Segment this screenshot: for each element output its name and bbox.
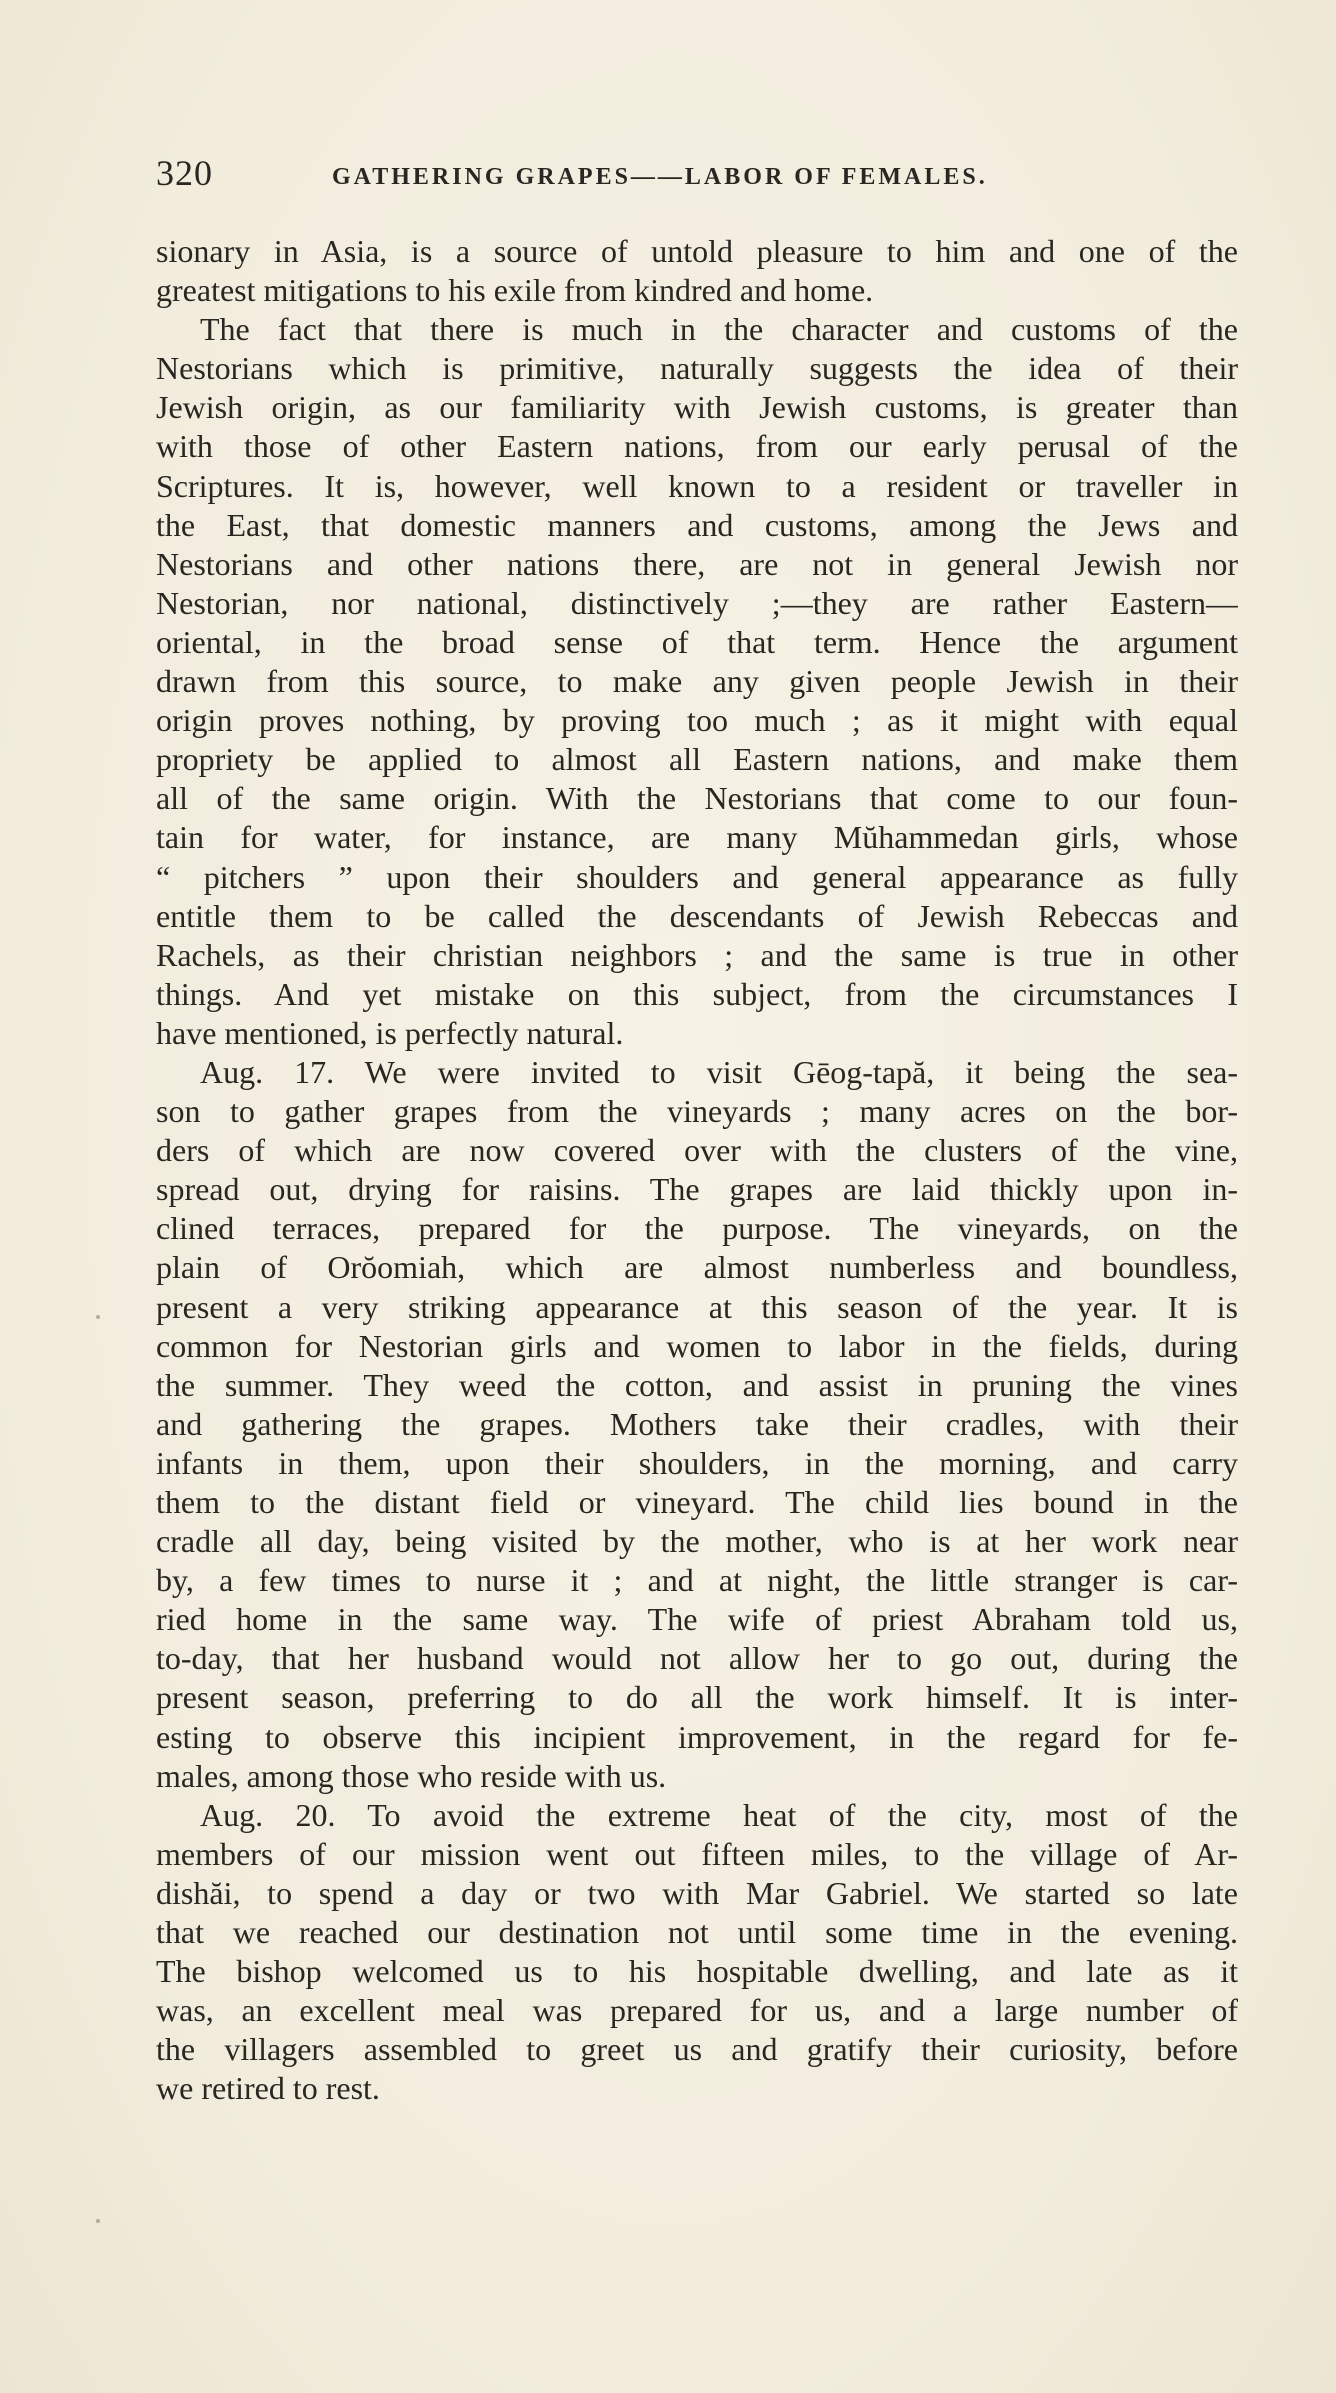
- text-line: oriental, in the broad sense of that term. Hence the argument: [156, 623, 1238, 660]
- text-line: by, a few times to nurse it ; and at night, the little stranger is car-: [156, 1562, 1238, 1599]
- text-line: things. And yet mistake on this subject, from the circumstances I: [156, 975, 1238, 1012]
- page-header: [156, 152, 1226, 202]
- text-line: the villagers assembled to greet us and gratify their curiosity, before: [156, 2031, 1238, 2068]
- text-line: and gathering the grapes. Mothers take their cradles, with their: [156, 1405, 1238, 1442]
- text-line: plain of Orŏomiah, which are almost numberless and boundless,: [156, 1249, 1238, 1286]
- paper-speck: [96, 1315, 100, 1319]
- text-line: we retired to rest.: [156, 2070, 380, 2107]
- text-line: “ pitchers ” upon their shoulders and general appearance as fully: [156, 858, 1238, 895]
- paragraph-start-line: Aug. 17. We were invited to visit Gēog-tapă, it being the sea-: [200, 1053, 1238, 1090]
- text-line: them to the distant field or vineyard. The child lies bound in the: [156, 1484, 1238, 1520]
- text-line: spread out, drying for raisins. The grapes are laid thickly upon in-: [156, 1171, 1238, 1208]
- text-line: with those of other Eastern nations, from our early perusal of the: [156, 428, 1238, 465]
- text-line: greatest mitigations to his exile from kindred and home.: [156, 272, 874, 309]
- text-line: present season, preferring to do all the work himself. It is inter-: [156, 1679, 1238, 1716]
- text-line: sionary in Asia, is a source of untold pleasure to him and one of the: [156, 233, 1238, 269]
- text-line: Jewish origin, as our familiarity with Jewish customs, is greater than: [156, 389, 1238, 426]
- text-line: clined terraces, prepared for the purpose. The vineyards, on the: [156, 1210, 1238, 1247]
- text-line: was, an excellent meal was prepared for us, and a large number of: [156, 1992, 1238, 2029]
- running-head: GATHERING GRAPES——LABOR OF FEMALES.: [332, 164, 988, 190]
- text-line: esting to observe this incipient improvement, in the regard for fe-: [156, 1718, 1238, 1755]
- text-line: the summer. They weed the cotton, and assist in pruning the vines: [156, 1366, 1238, 1403]
- text-line: son to gather grapes from the vineyards ; many acres on the bor-: [156, 1093, 1238, 1130]
- body-text: [156, 232, 1238, 2109]
- text-line: members of our mission went out fifteen miles, to the village of Ar-: [156, 1835, 1238, 1872]
- text-line: have mentioned, is perfectly natural.: [156, 1014, 624, 1051]
- text-line: entitle them to be called the descendants of Jewish Rebeccas and: [156, 897, 1238, 934]
- text-line: common for Nestorian girls and women to labor in the fields, during: [156, 1327, 1238, 1364]
- text-line: propriety be applied to almost all Eastern nations, and make them: [156, 741, 1238, 778]
- paper-speck: [96, 2219, 100, 2223]
- text-line: to-day, that her husband would not allow her to go out, during the: [156, 1640, 1238, 1677]
- paragraph-start-line: The fact that there is much in the character and customs of the: [200, 311, 1238, 348]
- page-number: 320: [156, 153, 213, 193]
- text-line: that we reached our destination not until some time in the evening.: [156, 1914, 1238, 1951]
- text-line: cradle all day, being visited by the mother, who is at her work near: [156, 1523, 1238, 1560]
- text-line: Nestorians and other nations there, are not in general Jewish nor: [156, 545, 1238, 582]
- text-line: Scriptures. It is, however, well known to a resident or traveller in: [156, 467, 1238, 504]
- text-line: drawn from this source, to make any given people Jewish in their: [156, 663, 1238, 700]
- text-line: the East, that domestic manners and customs, among the Jews and: [156, 506, 1238, 543]
- text-line: dishăi, to spend a day or two with Mar Gabriel. We started so late: [156, 1874, 1238, 1911]
- text-line: Nestorians which is primitive, naturally suggests the idea of their: [156, 350, 1238, 387]
- text-line: all of the same origin. With the Nestorians that come to our foun-: [156, 780, 1238, 817]
- text-line: infants in them, upon their shoulders, in the morning, and carry: [156, 1444, 1238, 1481]
- text-line: males, among those who reside with us.: [156, 1757, 667, 1794]
- text-line: tain for water, for instance, are many Mŭhammedan girls, whose: [156, 819, 1238, 856]
- text-line: ried home in the same way. The wife of priest Abraham told us,: [156, 1601, 1238, 1638]
- text-line: Nestorian, nor national, distinctively ;—they are rather Eastern—: [156, 584, 1238, 621]
- text-line: origin proves nothing, by proving too much ; as it might with equal: [156, 702, 1238, 739]
- text-line: Rachels, as their christian neighbors ; and the same is true in other: [156, 936, 1238, 973]
- text-line: ders of which are now covered over with the clusters of the vine,: [156, 1132, 1238, 1169]
- text-line: The bishop welcomed us to his hospitable dwelling, and late as it: [156, 1953, 1238, 1990]
- text-line: present a very striking appearance at this season of the year. It is: [156, 1288, 1238, 1325]
- paragraph-start-line: Aug. 20. To avoid the extreme heat of the city, most of the: [200, 1796, 1238, 1833]
